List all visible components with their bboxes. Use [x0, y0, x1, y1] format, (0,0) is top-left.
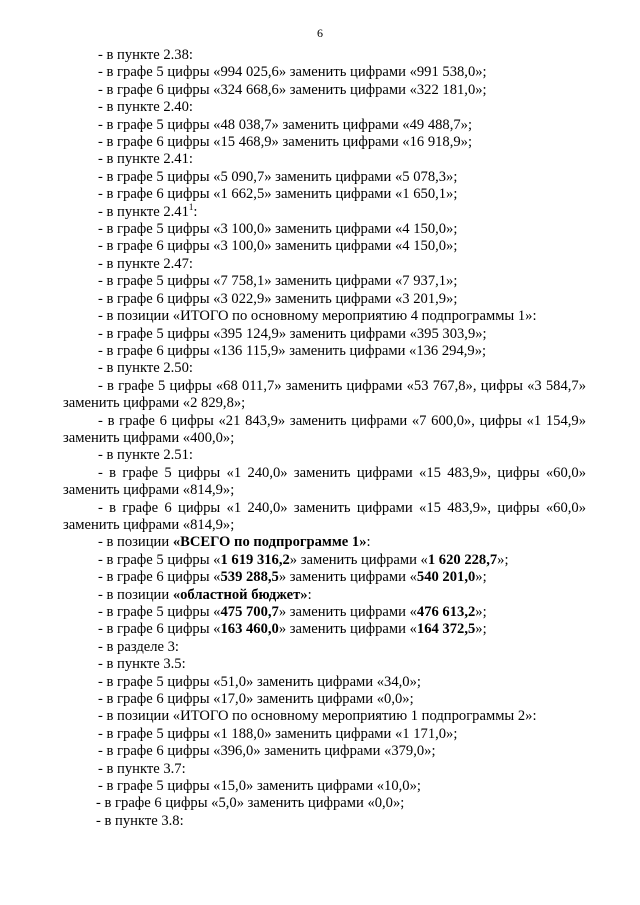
- text-line: - в графе 5 цифры «5 090,7» заменить цифрами «5 078,3»;: [98, 168, 458, 185]
- text-span: »;: [497, 551, 509, 568]
- text-line: - в графе 6 цифры «21 843,9» заменить цифрами «7 600,0», цифры «1 154,9»: [98, 412, 586, 429]
- text-line-continuation: заменить цифрами «814,9»;: [63, 516, 235, 533]
- text-line-continuation: заменить цифрами «814,9»;: [63, 482, 235, 499]
- text-span: »;: [475, 604, 487, 620]
- text-span: » заменить цифрами «: [278, 604, 417, 620]
- text-span: - в графе 6 цифры «: [98, 569, 221, 586]
- text-line: - в графе 5 цифры «15,0» заменить цифрами «10,0»;: [98, 778, 421, 795]
- text-line: - в графе 6 цифры «3 100,0» заменить цифрами «4 150,0»;: [98, 238, 458, 255]
- superscript: 1: [188, 201, 194, 212]
- text-line: - в пункте 2.38:: [98, 47, 193, 63]
- page-number: 6: [317, 26, 323, 40]
- text-line: - в графе 5 цифры «395 124,9» заменить цифрами «395 303,9»;: [98, 325, 487, 342]
- text-span: - в пункте 2.41: [98, 203, 189, 220]
- text-span: »;: [475, 569, 487, 586]
- text-line: - в графе 6 цифры «1 240,0» заменить цифрами «15 483,9», цифры «60,0»: [98, 499, 586, 516]
- bold-span: 540 201,0: [416, 569, 476, 586]
- text-line-continuation: заменить цифрами «2 829,8»;: [63, 395, 246, 412]
- text-span: - в позиции: [98, 534, 173, 551]
- text-line: - в графе 6 цифры «136 115,9» заменить цифрами «136 294,9»;: [98, 342, 487, 359]
- text-line: - в пункте 2.51:: [98, 447, 193, 464]
- bold-span: 1 619 316,2: [220, 551, 290, 568]
- text-line: - в пункте 3.5:: [98, 656, 186, 673]
- text-line: - в пункте 2.41:: [98, 151, 193, 168]
- text-line: - в графе 5 цифры «51,0» заменить цифрами «34,0»;: [98, 673, 421, 690]
- text-line: - в графе 6 цифры «5,0» заменить цифрами «0,0»;: [96, 795, 405, 812]
- text-line: - в пункте 3.8:: [96, 812, 184, 829]
- text-span: »;: [475, 621, 487, 638]
- text-span: » заменить цифрами «: [289, 551, 428, 568]
- document-body: [63, 47, 586, 830]
- text-line: - в позиции «ИТОГО по основному мероприятию 4 подпрограммы 1»:: [98, 308, 537, 325]
- bold-span: «областной бюджет»: [172, 586, 308, 603]
- text-line: - в графе 5 цифры «1 188,0» заменить цифрами «1 171,0»;: [98, 725, 458, 742]
- text-line: [63, 604, 586, 621]
- bold-span: 164 372,5: [416, 621, 476, 638]
- text-span: » заменить цифрами «: [278, 621, 417, 638]
- text-line: [63, 552, 586, 569]
- text-line: - в пункте 3.7:: [98, 760, 186, 777]
- text-line: - в пункте 2.50:: [98, 360, 193, 377]
- text-line: - в графе 6 цифры «324 668,6» заменить цифрами «322 181,0»;: [98, 81, 487, 98]
- text-line: - в позиции «ИТОГО по основному мероприятию 1 подпрограммы 2»:: [98, 708, 537, 725]
- text-span: :: [366, 534, 371, 551]
- bold-span: 476 613,2: [416, 604, 476, 620]
- bold-span: 1 620 228,7: [427, 551, 498, 568]
- text-line: - в графе 5 цифры «7 758,1» заменить цифрами «7 937,1»;: [98, 273, 458, 290]
- text-line: - в графе 5 цифры «3 100,0» заменить цифрами «4 150,0»;: [98, 221, 458, 238]
- text-span: - в графе 5 цифры «: [98, 604, 221, 620]
- text-line: [63, 534, 586, 551]
- text-span: - в графе 5 цифры «: [98, 551, 221, 568]
- bold-span: 475 700,7: [220, 604, 279, 620]
- text-line: - в графе 6 цифры «396,0» заменить цифрами «379,0»;: [98, 743, 436, 760]
- text-line: - в графе 5 цифры «1 240,0» заменить цифрами «15 483,9», цифры «60,0»: [98, 464, 586, 481]
- text-line: - в графе 5 цифры «48 038,7» заменить цифрами «49 488,7»;: [98, 116, 473, 133]
- text-line: [63, 569, 586, 586]
- text-line: - в разделе 3:: [98, 638, 179, 655]
- text-span: :: [307, 586, 312, 603]
- bold-span: 539 288,5: [220, 569, 279, 586]
- text-span: :: [193, 203, 198, 220]
- bold-span: 163 460,0: [220, 621, 279, 638]
- text-line: - в графе 6 цифры «17,0» заменить цифрами «0,0»;: [98, 691, 414, 708]
- text-span: - в графе 6 цифры «: [98, 621, 221, 638]
- text-line-continuation: заменить цифрами «400,0»;: [63, 429, 235, 446]
- text-line: - в графе 5 цифры «68 011,7» заменить цифрами «53 767,8», цифры «3 584,7»: [98, 377, 586, 394]
- text-line: [63, 621, 586, 638]
- text-span: » заменить цифрами «: [278, 569, 417, 586]
- text-line: - в графе 6 цифры «1 662,5» заменить цифрами «1 650,1»;: [98, 186, 458, 203]
- text-line: [63, 587, 586, 604]
- text-line: - в графе 6 цифры «3 022,9» заменить цифрами «3 201,9»;: [98, 290, 458, 307]
- text-line: - в графе 5 цифры «994 025,6» заменить цифрами «991 538,0»;: [98, 64, 487, 81]
- text-span: - в позиции: [98, 586, 173, 603]
- bold-span: «ВСЕГО по подпрограмме 1»: [172, 534, 367, 551]
- text-line: - в графе 6 цифры «15 468,9» заменить цифрами «16 918,9»;: [98, 134, 473, 151]
- text-line: - в пункте 2.47:: [98, 255, 193, 272]
- text-line: - в пункте 2.40:: [98, 99, 193, 116]
- text-line: [63, 201, 586, 221]
